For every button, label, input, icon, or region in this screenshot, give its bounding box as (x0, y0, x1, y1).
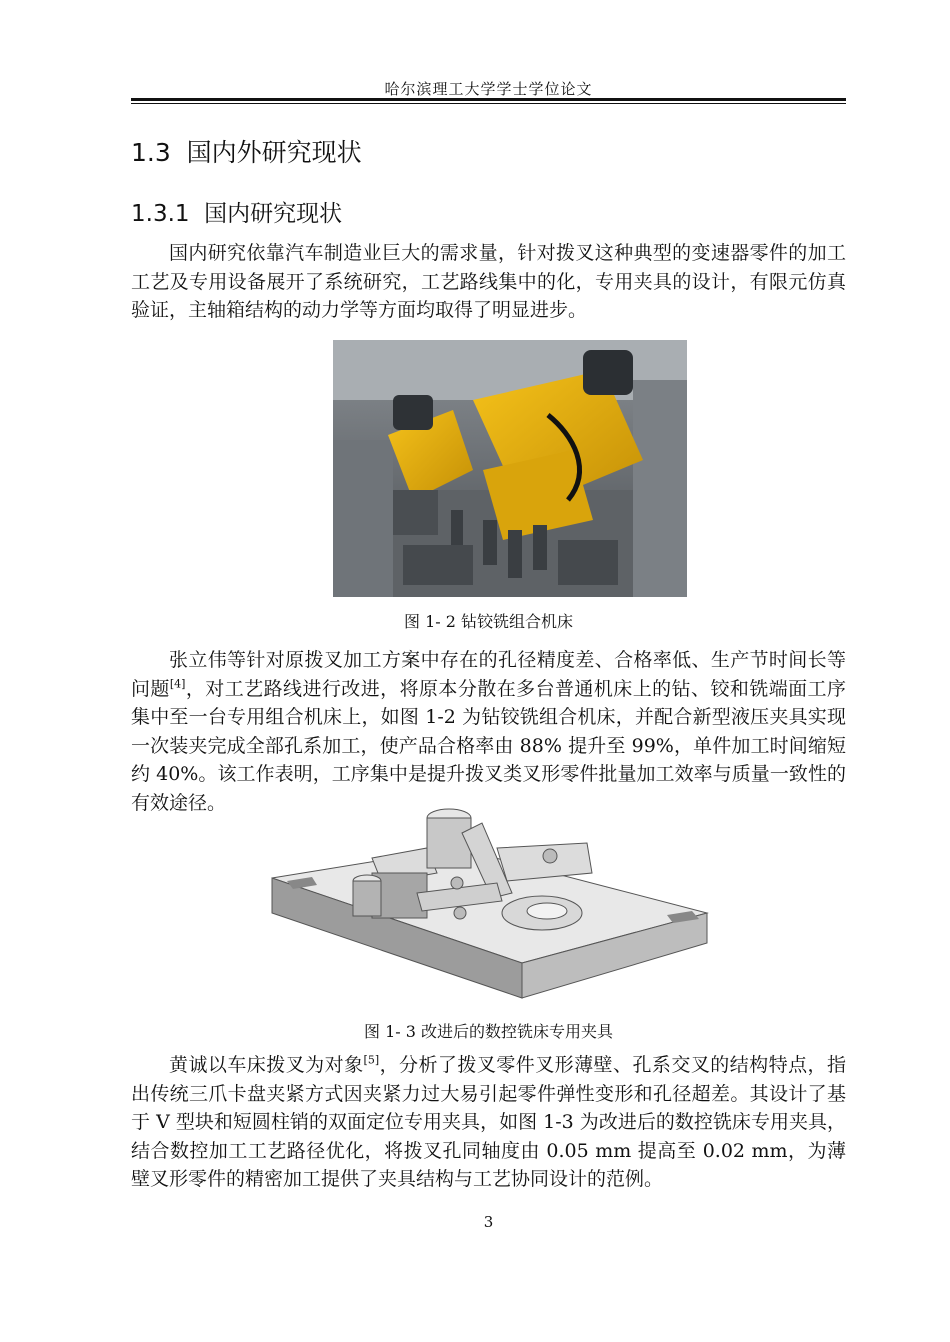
paragraph-2-text-b: ，对工艺路线进行改进，将原本分散在多台普通机床上的钻、铰和铣端面工序集中至一台专用组合机床上，如图 1-2 为钻铰铣组合机床，并配合新型液压夹具实现一次装夹完成全部孔系加工，使产品合格率由 88% 提升至 99%，单件加工时间缩短约 40%。该工作表明，工序集中是提升拨叉类叉形零件批量加工效率与质量一致性的有效途径。 (131, 677, 846, 814)
header-rule-thin (131, 103, 846, 104)
machine-photo (333, 340, 687, 597)
subsection-title: 国内研究现状 (204, 201, 343, 227)
paragraph-3 (131, 1051, 846, 1194)
figure-caption-1-2: 图 1- 2 钻铰铣组合机床 (403, 612, 574, 631)
subsection-number: 1.3.1 (131, 201, 190, 227)
subsection-heading (131, 195, 342, 228)
paragraph-1: 国内研究依靠汽车制造业巨大的需求量，针对拨叉这种典型的变速器零件的加工工艺及专用设备展开了系统研究，工艺路线集中的化，专用夹具的设计，有限元仿真验证，主轴箱结构的动力学等方面均取得了明显进步。 (131, 242, 846, 322)
page-number: 3 (483, 1213, 494, 1231)
citation-ref-5: [5] (363, 1053, 380, 1067)
header-rule-thick (131, 98, 846, 101)
paragraph-3-text-a: 黄诚以车床拨叉为对象 (169, 1054, 364, 1076)
paragraph-2 (131, 646, 846, 818)
running-header: 哈尔滨理工大学学士学位论文 (384, 80, 593, 98)
citation-ref-4: [4] (169, 677, 186, 691)
paragraph-3-text-b: ，分析了拨叉零件叉形薄壁、孔系交叉的结构特点，指出传统三爪卡盘夹紧方式因夹紧力过大易引起零件弹性变形和孔径超差。其设计了基于 V 型块和短圆柱销的双面定位专用夹具，如图 1-3 为改进后的数控铣床专用夹具，结合数控加工工艺路径优化，将拨叉孔同轴度由 0.05 mm 提高至 0.02 mm，为薄壁叉形零件的精密加工提供了夹具结构与工艺协同设计的范例。 (131, 1054, 846, 1191)
fixture-render (267, 803, 712, 1005)
section-title: 国内外研究现状 (186, 138, 362, 167)
section-number: 1.3 (131, 138, 171, 167)
figure-caption-1-3: 图 1- 3 改进后的数控铣床专用夹具 (363, 1022, 614, 1041)
section-heading (131, 133, 362, 169)
paragraph-2-text-a: 张立伟等针对原拨叉加工方案中存在的孔径精度差、合格率低、生产节时间长等问题 (131, 649, 846, 700)
